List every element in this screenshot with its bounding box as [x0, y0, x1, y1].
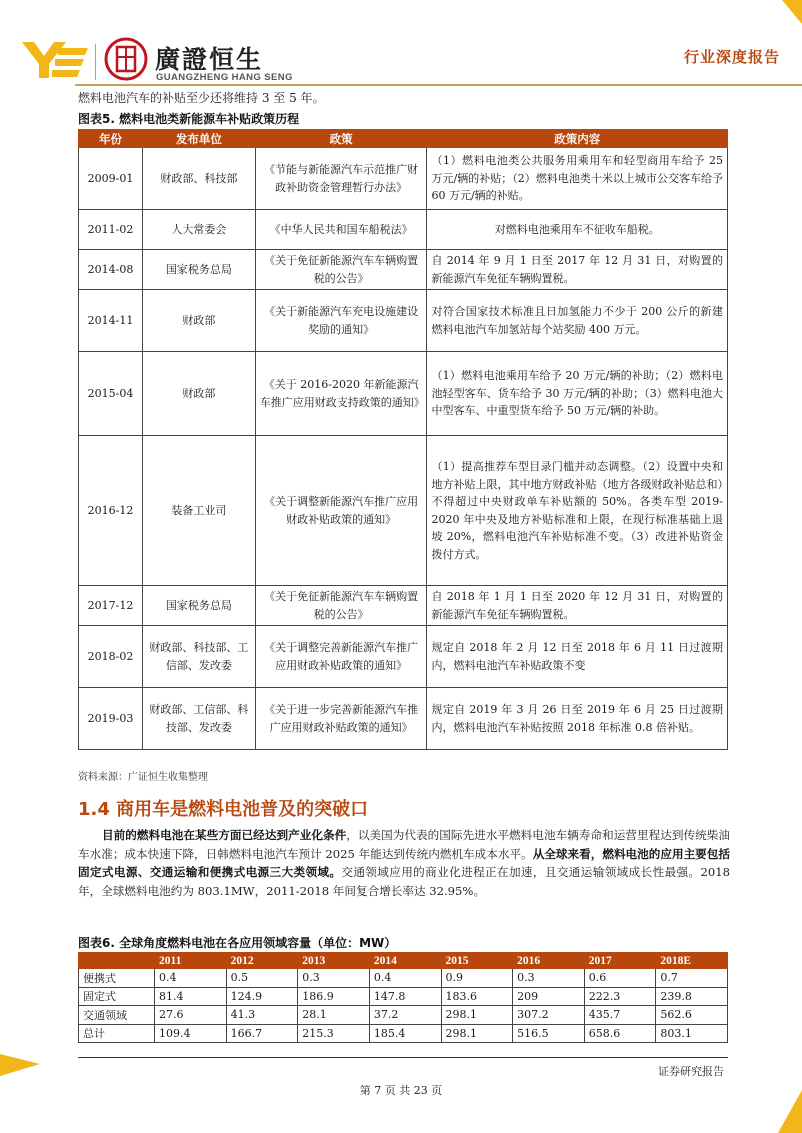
- cell-value: 658.6: [584, 1024, 656, 1043]
- table-row: [79, 148, 728, 210]
- cell-value: 0.4: [155, 969, 227, 988]
- policy-table: [78, 129, 728, 750]
- cell-value: 0.7: [656, 969, 728, 988]
- cell-policy: 《关于调整新能源汽车推广应用财政补贴政策的通知》: [255, 436, 427, 586]
- footer-label: 证券研究报告: [658, 1065, 724, 1078]
- cell-content: （1）燃料电池类公共服务用乘用车和轻型商用车给予 25 万元/辆的补贴；（2）燃料电池类十米以上城市公交客车给予 60 万元/辆的补贴。: [427, 148, 728, 210]
- cell-year: 2014-08: [79, 250, 143, 290]
- cell-org: 财政部: [142, 290, 255, 352]
- cell-value: 41.3: [226, 1006, 298, 1025]
- cell-value: 298.1: [441, 1006, 513, 1025]
- header-year-2015: 2015: [441, 953, 513, 969]
- cell-policy: 《关于新能源汽车充电设施建设奖励的通知》: [255, 290, 427, 352]
- cell-content: （1）燃料电池乘用车给予 20 万元/辆的补助；（2）燃料电池轻型客车、货车给予 30 万元/辆的补助；（3）燃料电池大中型客车、中重型货车给予 50 万元/辆的补助。: [427, 352, 728, 436]
- cell-value: 166.7: [226, 1024, 298, 1043]
- header-content: 政策内容: [427, 130, 728, 148]
- table-row: [79, 290, 728, 352]
- cell-value: 27.6: [155, 1006, 227, 1025]
- cell-value: 186.9: [298, 987, 370, 1006]
- section-paragraph: [78, 826, 730, 900]
- brand-name-en: GUANGZHENG HANG SENG: [156, 72, 293, 83]
- cell-value: 215.3: [298, 1024, 370, 1043]
- cell-org: 财政部、科技部、工信部、发改委: [142, 626, 255, 688]
- cell-year: 2015-04: [79, 352, 143, 436]
- cell-year: 2011-02: [79, 210, 143, 250]
- cell-content: 规定自 2018 年 2 月 12 日至 2018 年 6 月 11 日过渡期内，燃料电池汽车补贴政策不变: [427, 626, 728, 688]
- table-row: [79, 250, 728, 290]
- cell-content: 自 2014 年 9 月 1 日至 2017 年 12 月 31 日，对购置的新能源汽车免征车辆购置税。: [427, 250, 728, 290]
- header-year-2016: 2016: [513, 953, 585, 969]
- row-label: 交通领域: [79, 1006, 155, 1025]
- cell-content: 规定自 2019 年 3 月 26 日至 2019 年 6 月 25 日过渡期内，燃料电池汽车补贴按照 2018 年标准 0.8 倍补贴。: [427, 688, 728, 750]
- cell-value: 81.4: [155, 987, 227, 1006]
- header-year-2012: 2012: [226, 953, 298, 969]
- cell-org: 国家税务总局: [142, 586, 255, 626]
- para-text-2: 交通领域应用的商业化进程正在加速，且交通运输领域成长性最强。2018 年，全球燃料电池约为 803.1MW，2011-2018 年间复合增长率达 32.95%。: [78, 865, 730, 898]
- cell-policy: 《关于免征新能源汽车车辆购置税的公告》: [255, 250, 427, 290]
- cell-content: 自 2018 年 1 月 1 日至 2020 年 12 月 31 日，对购置的新能源汽车免征车辆购置税。: [427, 586, 728, 626]
- cell-year: 2019-03: [79, 688, 143, 750]
- cell-year: 2017-12: [79, 586, 143, 626]
- header-year-2011: 2011: [155, 953, 227, 969]
- table-row: [79, 352, 728, 436]
- cell-year: 2014-11: [79, 290, 143, 352]
- cell-value: 239.8: [656, 987, 728, 1006]
- section-title: 1.4 商用车是燃料电池普及的突破口: [78, 799, 369, 820]
- para-bold-1: 目前的燃料电池在某些方面已经达到产业化条件: [102, 828, 347, 842]
- cell-org: 人大常委会: [142, 210, 255, 250]
- cell-content: 对符合国家技术标准且日加氢能力不少于 200 公斤的新建燃料电池汽车加氢站每个站奖励 400 万元。: [427, 290, 728, 352]
- corner-decoration-icon: [772, 1090, 802, 1133]
- cell-value: 209: [513, 987, 585, 1006]
- brand-name-cn: 廣證恒生: [155, 45, 264, 74]
- cell-value: 516.5: [513, 1024, 585, 1043]
- cell-value: 0.6: [584, 969, 656, 988]
- page-header: [0, 0, 802, 88]
- cell-value: 562.6: [656, 1006, 728, 1025]
- cell-value: 28.1: [298, 1006, 370, 1025]
- figure6-title: 图表6. 全球角度燃料电池在各应用领域容量（单位：MW）: [78, 936, 397, 950]
- page-number: 第 7 页 共 23 页: [359, 1084, 443, 1097]
- header-org: 发布单位: [142, 130, 255, 148]
- cell-org: 财政部、科技部: [142, 148, 255, 210]
- cell-value: 803.1: [656, 1024, 728, 1043]
- cell-value: 183.6: [441, 987, 513, 1006]
- cell-value: 0.3: [513, 969, 585, 988]
- header-year-2018e: 2018E: [656, 953, 728, 969]
- cell-policy: 《中华人民共和国车船税法》: [255, 210, 427, 250]
- report-type-label: 行业深度报告: [683, 48, 780, 66]
- policy-table-header: [79, 130, 728, 148]
- table-row: [79, 436, 728, 586]
- cell-org: 国家税务总局: [142, 250, 255, 290]
- cell-policy: 《关于 2016-2020 年新能源汽车推广应用财政支持政策的通知》: [255, 352, 427, 436]
- header-year-2013: 2013: [298, 953, 370, 969]
- header-divider: [75, 84, 802, 86]
- cell-value: 37.2: [369, 1006, 441, 1025]
- footer-divider: [78, 1057, 728, 1058]
- table-row: [79, 1024, 728, 1043]
- corner-decoration-icon: [776, 0, 802, 30]
- cell-value: 124.9: [226, 987, 298, 1006]
- table-row: [79, 586, 728, 626]
- cell-value: 0.9: [441, 969, 513, 988]
- corner-decoration-icon: [0, 1050, 40, 1078]
- figure5-title: 图表5. 燃料电池类新能源车补贴政策历程: [78, 112, 300, 126]
- cell-policy: 《关于进一步完善新能源汽车推广应用财政补贴政策的通知》: [255, 688, 427, 750]
- header-empty: [79, 953, 155, 969]
- cell-policy: 《节能与新能源汽车示范推广财政补助资金管理暂行办法》: [255, 148, 427, 210]
- table-row: [79, 969, 728, 988]
- cell-value: 185.4: [369, 1024, 441, 1043]
- table-row: [79, 210, 728, 250]
- logo-separator: [95, 44, 96, 80]
- cell-year: 2016-12: [79, 436, 143, 586]
- row-label: 便携式: [79, 969, 155, 988]
- seal-logo-icon: [104, 37, 148, 81]
- cell-content: 对燃料电池乘用车不征收车船税。: [427, 210, 728, 250]
- para-text-1: ，以美国为代表的国际先进水平燃料电池车辆寿命和运营里程达到传统柴油车水准；成本快速下降，日韩燃料电池汽车预计 2025 年能达到传统内燃机车成本水平。: [78, 828, 730, 861]
- table-row: [79, 688, 728, 750]
- header-year-2017: 2017: [584, 953, 656, 969]
- cell-value: 109.4: [155, 1024, 227, 1043]
- cell-value: 0.4: [369, 969, 441, 988]
- header-year: 年份: [79, 130, 143, 148]
- header-year-2014: 2014: [369, 953, 441, 969]
- row-label: 总计: [79, 1024, 155, 1043]
- para-bold-2: 从全球来看，燃料电池的应用主要包括固定式电源、交通运输和便携式电源三大类领域。: [78, 846, 730, 880]
- cell-value: 0.5: [226, 969, 298, 988]
- cell-value: 298.1: [441, 1024, 513, 1043]
- table-row: [79, 1006, 728, 1025]
- row-label: 固定式: [79, 987, 155, 1006]
- cell-org: 财政部: [142, 352, 255, 436]
- cell-year: 2009-01: [79, 148, 143, 210]
- cell-value: 307.2: [513, 1006, 585, 1025]
- cell-org: 装备工业司: [142, 436, 255, 586]
- cell-value: 222.3: [584, 987, 656, 1006]
- figure5-source: 资料来源：广证恒生收集整理: [78, 772, 208, 783]
- table-row: [79, 626, 728, 688]
- cell-value: 435.7: [584, 1006, 656, 1025]
- cell-value: 147.8: [369, 987, 441, 1006]
- capacity-table: [78, 952, 728, 1043]
- cell-value: 0.3: [298, 969, 370, 988]
- table-row: [79, 987, 728, 1006]
- ye-logo-icon: [22, 40, 90, 80]
- cell-org: 财政部、工信部、科技部、发改委: [142, 688, 255, 750]
- cell-policy: 《关于免征新能源汽车车辆购置税的公告》: [255, 586, 427, 626]
- capacity-table-header: [79, 953, 728, 969]
- cell-content: （1）提高推荐车型目录门槛并动态调整。（2）设置中央和地方补贴上限，其中地方财政补贴（地方各级财政补贴总和）不得超过中央财政单车补贴额的 50%。各类车型 2019-2020 年中央及地方补贴标准和上限，在现行标准基础上退坡 20%，燃料电池汽车补贴标准不变。（3）改进补贴资金拨付方式。: [427, 436, 728, 586]
- cell-year: 2018-02: [79, 626, 143, 688]
- header-policy: 政策: [255, 130, 427, 148]
- cell-policy: 《关于调整完善新能源汽车推广应用财政补贴政策的通知》: [255, 626, 427, 688]
- intro-text: 燃料电池汽车的补贴至少还将维持 3 至 5 年。: [78, 91, 325, 105]
